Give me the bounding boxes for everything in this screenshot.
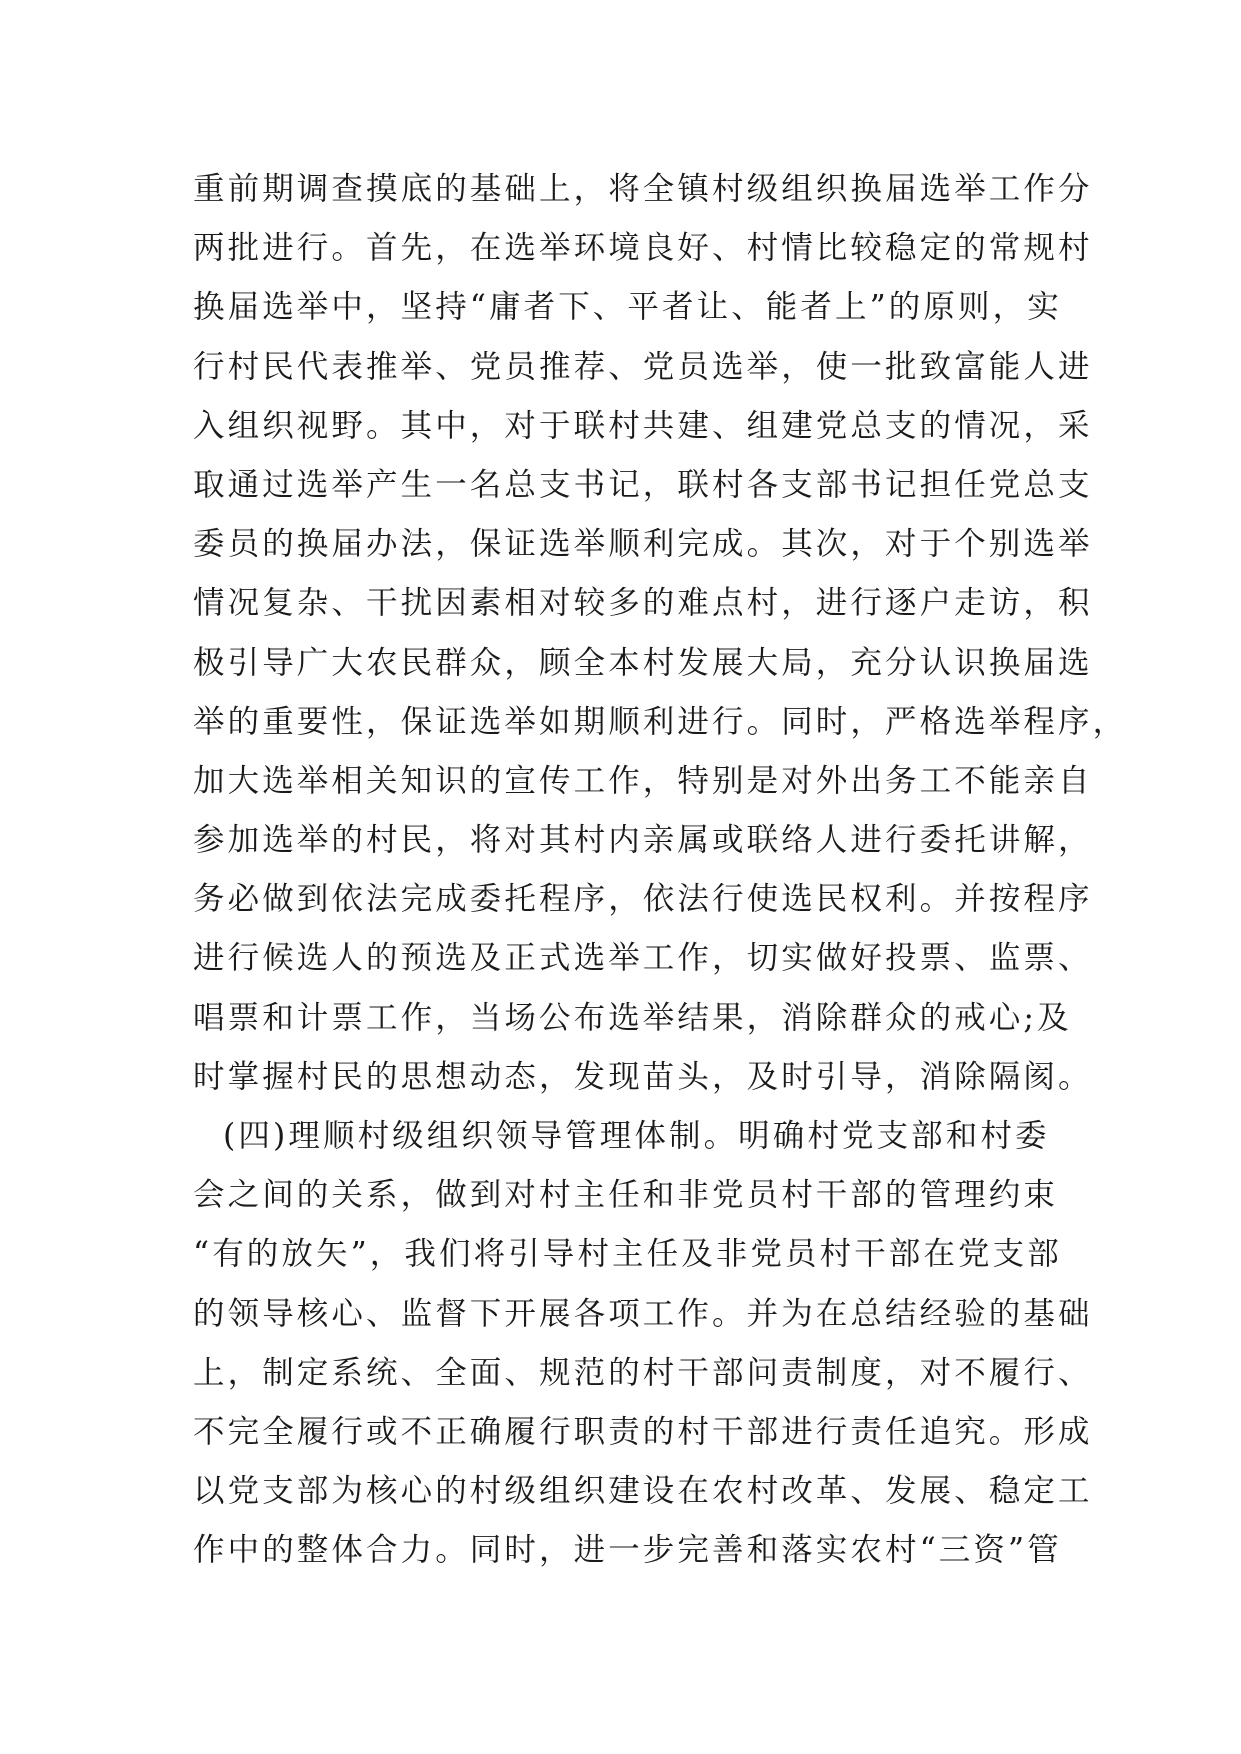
text-line: 的领导核心、监督下开展各项工作。并为在总结经验的基础 [193,1295,1093,1332]
text-line: 极引导广大农民群众，顾全本村发展大局，充分认识换届选 [193,644,1093,681]
text-line: 加大选举相关知识的宣传工作，特别是对外出务工不能亲自 [193,762,1093,799]
text-line: 上，制定系统、全面、规范的村干部问责制度，对不履行、 [193,1354,1093,1391]
text-line: 作中的整体合力。同时，进一步完善和落实农村“三资”管 [193,1532,1062,1569]
text-line: 进行候选人的预选及正式选举工作，切实做好投票、监票、 [193,940,1093,977]
text-line: 会之间的关系，做到对村主任和非党员村干部的管理约束 [193,1177,1059,1214]
text-line: 不完全履行或不正确履行职责的村干部进行责任追究。形成 [193,1413,1093,1450]
text-line: 参加选举的村民，将对其村内亲属或联络人进行委托讲解， [193,822,1093,859]
text-line: 入组织视野。其中，对于联村共建、组建党总支的情况，采 [193,407,1093,444]
text-line: 唱票和计票工作，当场公布选举结果，消除群众的戒心;及 [193,999,1072,1036]
text-line: 行村民代表推举、党员推荐、党员选举，使一批致富能人进 [193,348,1093,385]
text-line: 举的重要性，保证选举如期顺利进行。同时，严格选举程序， [193,703,1128,740]
text-line: 情况复杂、干扰因素相对较多的难点村，进行逐户走访，积 [193,585,1093,622]
text-line: 换届选举中，坚持“庸者下、平者让、能者上”的原则，实 [193,289,1062,326]
text-line: 取通过选举产生一名总支书记，联村各支部书记担任党总支 [193,466,1093,503]
body-text [193,160,1128,1581]
text-line: 时掌握村民的思想动态，发现苗头，及时引导，消除隔阂。 [193,1058,1093,1095]
text-line: 重前期调查摸底的基础上，将全镇村级组织换届选举工作分 [193,171,1093,207]
text-line: “有的放矢”，我们将引导村主任及非党员村干部在党支部 [193,1236,1062,1273]
section-heading-line: (四)理顺村级组织领导管理体制。明确村党支部和村委 [223,1118,1050,1154]
text-line: 两批进行。首先，在选举环境良好、村情比较稳定的常规村 [193,230,1093,267]
text-line: 委员的换届办法，保证选举顺利完成。其次，对于个别选举 [193,526,1093,563]
text-line: 务必做到依法完成委托程序，依法行使选民权利。并按程序 [193,881,1093,918]
text-line: 以党支部为核心的村级组织建设在农村改革、发展、稳定工 [193,1473,1093,1510]
